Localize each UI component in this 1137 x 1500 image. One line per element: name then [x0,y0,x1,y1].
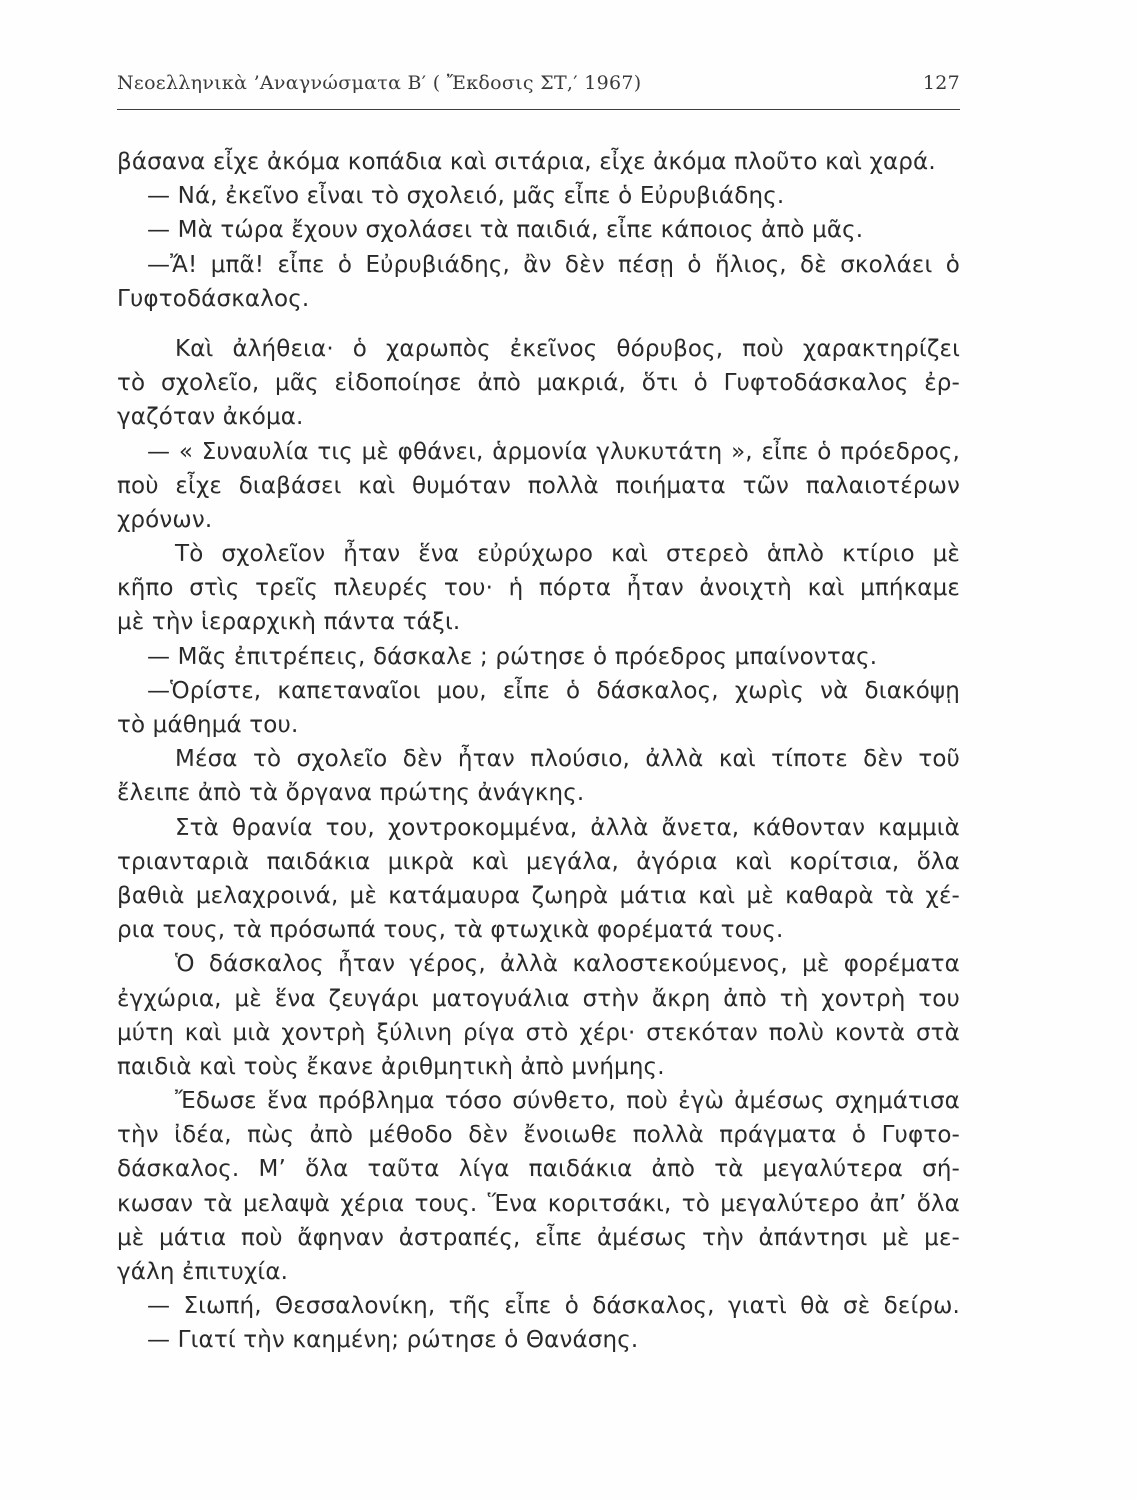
text-line: τριανταριὰ παιδάκια μικρὰ καὶ μεγάλα, ἀγόρια καὶ κορίτσια, ὅλα [117,848,960,875]
text-line: τὸ σχολεῖο, μᾶς εἰδοποίησε ἀπὸ μακριά, ὅτι ὁ Γυφτοδάσκαλος ἐρ- [117,370,960,397]
text-line: — Μὰ τώρα ἔχουν σχολάσει τὰ παιδιά, εἶπε κάποιος ἀπὸ μᾶς. [147,217,864,244]
text-line: γάλη ἐπιτυχία. [117,1259,289,1285]
text-line: —Ὁρίστε, καπεταναῖοι μου, εἶπε ὁ δάσκαλος, χωρὶς νὰ διακόψῃ [147,677,960,704]
text-line: ἔλειπε ἀπὸ τὰ ὄργανα πρώτης ἀνάγκης. [117,780,585,807]
text-line: ποὺ εἶχε διαβάσει καὶ θυμόταν πολλὰ ποιήματα τῶν παλαιοτέρων [117,472,960,499]
paragraph-gap [117,316,960,332]
text-line: Καὶ ἀλήθεια· ὁ χαρωπὸς ἐκεῖνος θόρυβος, ποὺ χαρακτηρίζει [175,335,960,362]
text-line: βάσανα εἶχε ἀκόμα κοπάδια καὶ σιτάρια, εἶχε ἀκόμα πλοῦτο καὶ χαρά. [117,149,936,175]
text-line: Ὁ δάσκαλος ἦταν γέρος, ἀλλὰ καλοστεκούμενος, μὲ φορέματα [175,951,960,978]
book-title: Νεοελληνικὰ ’Αναγνώσματα Β′ ( Ἔκδοσις ΣΤ,′ 1967) [117,72,642,94]
text-line: Μέσα τὸ σχολεῖο δὲν ἦταν πλούσιο, ἀλλὰ καὶ τίποτε δὲν τοῦ [175,746,960,773]
page-number: 127 [922,72,960,94]
text-line: — Σιωπή, Θεσσαλονίκη, τῆς εἶπε ὁ δάσκαλος, γιατὶ θὰ σὲ δείρω. [147,1293,960,1320]
text-line: τὴν ἰδέα, πὼς ἀπὸ μέθοδο δὲν ἔνοιωθε πολλὰ πράγματα ὁ Γυφτο- [117,1122,960,1149]
text-line: ἐγχώρια, μὲ ἕνα ζευγάρι ματογυάλια στὴν ἄκρη ἀπὸ τὴ χοντρὴ του [117,985,960,1012]
text-line: μύτη καὶ μιὰ χοντρὴ ξύλινη ρίγα στὸ χέρι· στεκόταν πολὺ κοντὰ στὰ [117,1019,960,1046]
text-line: —Ἄ! μπᾶ! εἶπε ὁ Εὐρυβιάδης, ἂν δὲν πέσῃ ὁ ἥλιος, δὲ σκολάει ὁ [147,251,960,278]
running-header [117,72,960,102]
header-rule [117,109,960,110]
text-line: Στὰ θρανία του, χοντροκομμένα, ἀλλὰ ἄνετα, κάθονταν καμμιὰ [175,814,960,841]
text-line: Ἔδωσε ἕνα πρόβλημα τόσο σύνθετο, ποὺ ἐγὼ ἀμέσως σχημάτισα [175,1088,960,1115]
text-line: κῆπο στὶς τρεῖς πλευρές του· ἡ πόρτα ἦταν ἀνοιχτὴ καὶ μπήκαμε [117,575,960,602]
text-line: χρόνων. [117,506,213,533]
text-line: — Γιατί τὴν καημένη; ρώτησε ὁ Θανάσης. [147,1327,639,1354]
text-line: ρια τους, τὰ πρόσωπά τους, τὰ φτωχικὰ φορέματά τους. [117,917,784,944]
text-body [117,145,960,1415]
text-line: βαθιὰ μελαχροινά, μὲ κατάμαυρα ζωηρὰ μάτια καὶ μὲ καθαρὰ τὰ χέ- [117,882,960,909]
text-line: δάσκαλος. Μ’ ὅλα ταῦτα λίγα παιδάκια ἀπὸ τὰ μεγαλύτερα σή- [117,1156,960,1183]
text-line: Γυφτοδάσκαλος. [117,285,310,312]
text-line: κωσαν τὰ μελαψὰ χέρια τους. Ἕνα κοριτσάκι, τὸ μεγαλύτερο ἀπ’ ὅλα [117,1190,960,1217]
text-line: γαζόταν ἀκόμα. [117,404,304,431]
text-line: — Μᾶς ἐπιτρέπεις, δάσκαλε ; ρώτησε ὁ πρόεδρος μπαίνοντας. [147,643,878,670]
text-line: — Νά, ἐκεῖνο εἶναι τὸ σχολειό, μᾶς εἶπε ὁ Εὐρυβιάδης. [147,183,785,210]
text-line: τὸ μάθημά του. [117,712,299,738]
text-line: — « Συναυλία τις μὲ φθάνει, ἁρμονία γλυκυτάτη », εἶπε ὁ πρόεδρος, [147,438,960,465]
text-line: Τὸ σχολεῖον ἦταν ἕνα εὐρύχωρο καὶ στερεὸ ἁπλὸ κτίριο μὲ [175,541,960,568]
text-line: παιδιὰ καὶ τοὺς ἔκανε ἀριθμητικὴ ἀπὸ μνήμης. [117,1053,665,1080]
text-line: μὲ τὴν ἱεραρχικὴ πάντα τάξι. [117,609,461,636]
text-line: μὲ μάτια ποὺ ἄφηναν ἀστραπές, εἶπε ἀμέσως τὴν ἀπάντησι μὲ με- [117,1224,960,1251]
